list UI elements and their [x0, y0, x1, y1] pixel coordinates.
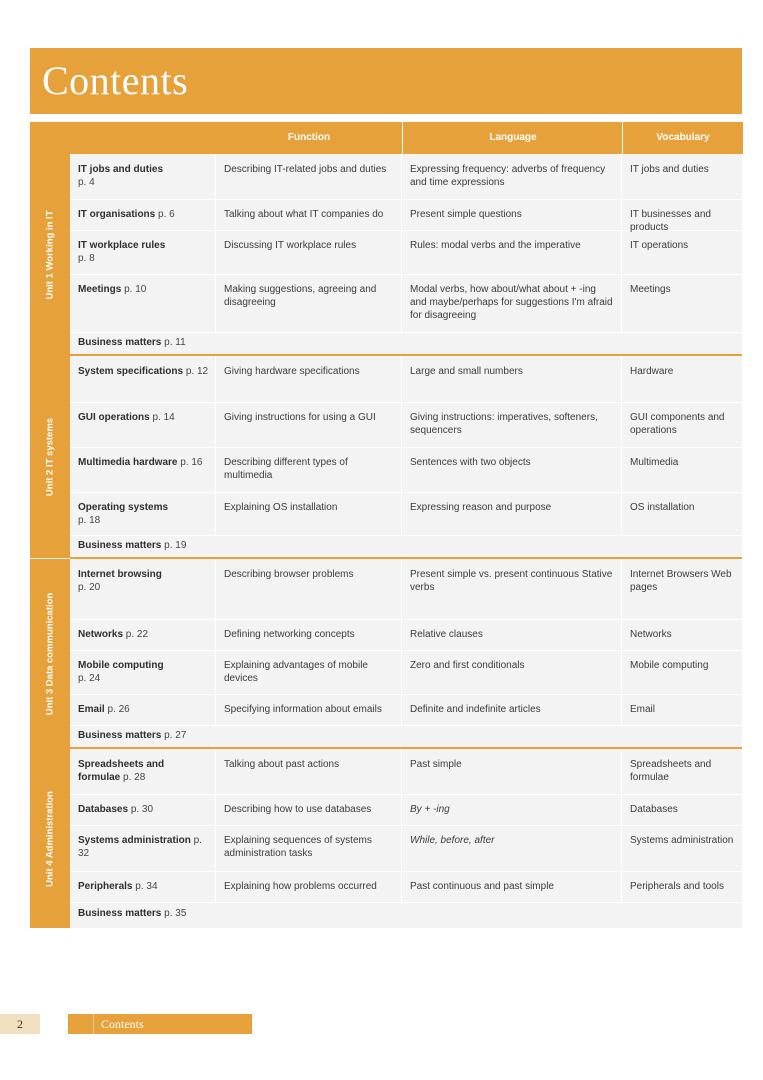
language-cell: Past continuous and past simple: [402, 871, 622, 902]
page-ref: p. 34: [135, 881, 158, 892]
unit-4-strip: [30, 749, 70, 928]
page-number: 2: [0, 1014, 40, 1034]
page-ref: p. 32: [78, 835, 202, 859]
page-ref: p. 35: [164, 908, 187, 919]
function-cell: Describing different types of multimedia: [216, 447, 402, 492]
language-cell: Expressing reason and purpose: [402, 492, 622, 535]
function-cell: Describing how to use databases: [216, 794, 402, 825]
table-header-row: [70, 122, 742, 154]
table-row: [70, 230, 742, 275]
unit-2-strip: [30, 356, 70, 558]
table-row: [70, 749, 742, 795]
footer-label: Contents: [101, 1017, 144, 1031]
function-cell: Explaining how problems occurred: [216, 871, 402, 902]
business-matters-label: Business matters: [78, 730, 162, 741]
topic-cell: [70, 274, 216, 332]
function-cell: Explaining sequences of systems administration tasks: [216, 825, 402, 871]
topic-title: Peripherals: [78, 881, 133, 892]
page-ref: p. 30: [130, 804, 154, 815]
topic-cell: [70, 749, 216, 794]
function-cell: Explaining advantages of mobile devices: [216, 650, 402, 694]
table-row: [70, 559, 742, 620]
function-cell: Explaining OS installation: [216, 492, 402, 535]
footer-section-tag: [68, 1014, 252, 1034]
table-row: [70, 447, 742, 493]
topic-cell: [70, 447, 216, 492]
topic-title: Email: [78, 704, 105, 715]
function-cell: Describing IT-related jobs and duties: [216, 154, 402, 199]
vocabulary-cell: Networks: [630, 629, 672, 640]
vocabulary-cell: Hardware: [630, 366, 674, 377]
page-ref: p. 27: [164, 730, 187, 741]
business-matters-label: Business matters: [78, 337, 162, 348]
vocabulary-cell: Mobile computing: [630, 660, 709, 671]
topic-cell: [70, 492, 216, 535]
topic-title: Networks: [78, 629, 124, 640]
business-matters-label: Business matters: [78, 908, 162, 919]
topic-title: IT jobs and duties: [78, 164, 164, 175]
topic-title: Spreadsheets and formulae: [78, 759, 165, 783]
function-cell: Discussing IT workplace rules: [216, 230, 402, 274]
topic-title: System specifications: [78, 366, 184, 377]
page-ref: p. 26: [107, 704, 130, 715]
language-cell: Relative clauses: [402, 619, 622, 650]
topic-cell: [70, 154, 216, 199]
table-row: [70, 650, 742, 695]
table-row: [70, 794, 742, 826]
vocabulary-cell: Peripherals and tools: [630, 881, 724, 892]
header-corner: [30, 122, 70, 154]
topic-title: Databases: [78, 804, 129, 815]
topic-cell: [70, 871, 216, 902]
unit-4-label: Unit 4 Administration: [44, 790, 56, 887]
topic-cell: [70, 794, 216, 825]
vocabulary-cell: IT operations: [630, 240, 689, 251]
language-cell: By + -ing: [402, 794, 622, 825]
business-matters-label: Business matters: [78, 540, 162, 551]
page-ref: p. 10: [124, 284, 147, 295]
vocabulary-cell: Multimedia: [630, 457, 679, 468]
vocabulary-cell: OS installation: [630, 502, 695, 513]
unit-1-label: Unit 1 Working in IT: [44, 210, 56, 300]
vocabulary-cell: Databases: [630, 804, 678, 815]
unit-3-label: Unit 3 Data communication: [44, 592, 56, 716]
page-ref: p. 16: [180, 457, 203, 468]
topic-title: Systems administration: [78, 835, 191, 846]
topic-cell: [70, 650, 216, 694]
contents-table: [30, 122, 742, 928]
page-ref: p. 18: [78, 515, 101, 526]
page-ref: p. 8: [78, 253, 95, 264]
table-row: [70, 199, 742, 231]
header-topic-cell: [70, 122, 216, 154]
table-row: [70, 154, 742, 200]
topic-title: Internet browsing: [78, 569, 162, 580]
function-cell: Making suggestions, agreeing and disagreeing: [216, 274, 402, 332]
function-cell: Giving instructions for using a GUI: [216, 402, 402, 447]
topic-cell: [70, 230, 216, 274]
table-row: [70, 825, 742, 872]
topic-cell: [70, 402, 216, 447]
page-ref: p. 24: [78, 673, 101, 684]
table-row: [70, 274, 742, 333]
topic-title: Meetings: [78, 284, 122, 295]
page-title: Contents: [42, 58, 189, 103]
language-cell: Giving instructions: imperatives, softeners, sequencers: [402, 402, 622, 447]
vocabulary-cell: IT businesses and products: [630, 209, 711, 233]
function-cell: Specifying information about emails: [216, 694, 402, 725]
function-cell: Talking about what IT companies do: [216, 199, 402, 230]
unit-2-label: Unit 2 IT systems: [44, 417, 56, 497]
business-matters-row: [70, 903, 742, 925]
topic-cell: [70, 619, 216, 650]
language-cell: Definite and indefinite articles: [402, 694, 622, 725]
language-cell: Rules: modal verbs and the imperative: [402, 230, 622, 274]
table-row: [70, 871, 742, 903]
topic-cell: [70, 559, 216, 619]
language-cell: Large and small numbers: [402, 356, 622, 402]
page-ref: p. 19: [164, 540, 187, 551]
unit-1-strip: [30, 154, 70, 356]
table-row: [70, 492, 742, 536]
language-cell: Past simple: [402, 749, 622, 794]
vocabulary-cell: Meetings: [630, 284, 671, 295]
function-cell: Describing browser problems: [216, 559, 402, 619]
language-cell: While, before, after: [402, 825, 622, 871]
page-ref: p. 14: [152, 412, 175, 423]
language-cell: Present simple questions: [402, 199, 622, 230]
vocabulary-cell: Spreadsheets and formulae: [630, 759, 712, 783]
footer-divider: [93, 1014, 94, 1034]
business-matters-row: [70, 332, 742, 354]
function-cell: Talking about past actions: [216, 749, 402, 794]
page-ref: p. 28: [123, 772, 146, 783]
business-matters-row: [70, 725, 742, 747]
topic-cell: [70, 199, 216, 230]
language-cell: Sentences with two objects: [402, 447, 622, 492]
topic-title: GUI operations: [78, 412, 150, 423]
table-row: [70, 402, 742, 448]
function-cell: Defining networking concepts: [216, 619, 402, 650]
language-cell: Present simple vs. present continuous Stative verbs: [402, 559, 622, 619]
page-ref: p. 4: [78, 177, 95, 188]
vocabulary-cell: IT jobs and duties: [630, 164, 709, 175]
topic-cell: [70, 356, 216, 402]
page-ref: p. 20: [78, 582, 101, 593]
vocabulary-cell: GUI components and operations: [630, 412, 725, 436]
page-header: [30, 48, 742, 114]
vocabulary-cell: Systems administration: [630, 835, 734, 846]
header-function: Function: [216, 122, 402, 154]
page-ref: p. 22: [125, 629, 149, 640]
page-ref: p. 11: [164, 337, 186, 348]
table-row: [70, 356, 742, 403]
topic-title: Multimedia hardware: [78, 457, 178, 468]
vocabulary-cell: Email: [630, 704, 656, 715]
page-ref: p. 6: [158, 209, 175, 220]
topic-title: IT organisations: [78, 209, 156, 220]
topic-title: Mobile computing: [78, 660, 164, 671]
business-matters-row: [70, 535, 742, 557]
table-row: [70, 619, 742, 651]
header-language: Language: [402, 122, 623, 154]
vocabulary-cell: Internet Browsers Web pages: [630, 569, 732, 593]
header-vocabulary: Vocabulary: [622, 122, 743, 154]
topic-title: Operating systems: [78, 502, 169, 513]
topic-title: IT workplace rules: [78, 240, 166, 251]
topic-cell: [70, 825, 216, 871]
table-row: [70, 694, 742, 726]
language-cell: Zero and first conditionals: [402, 650, 622, 694]
language-cell: Expressing frequency: adverbs of frequency and time expressions: [402, 154, 622, 199]
topic-cell: [70, 694, 216, 725]
language-cell: Modal verbs, how about/what about + -ing and maybe/perhaps for suggestions I'm afraid for disagreeing: [402, 274, 622, 332]
function-cell: Giving hardware specifications: [216, 356, 402, 402]
page-ref: p. 12: [185, 366, 209, 377]
unit-3-strip: [30, 559, 70, 749]
